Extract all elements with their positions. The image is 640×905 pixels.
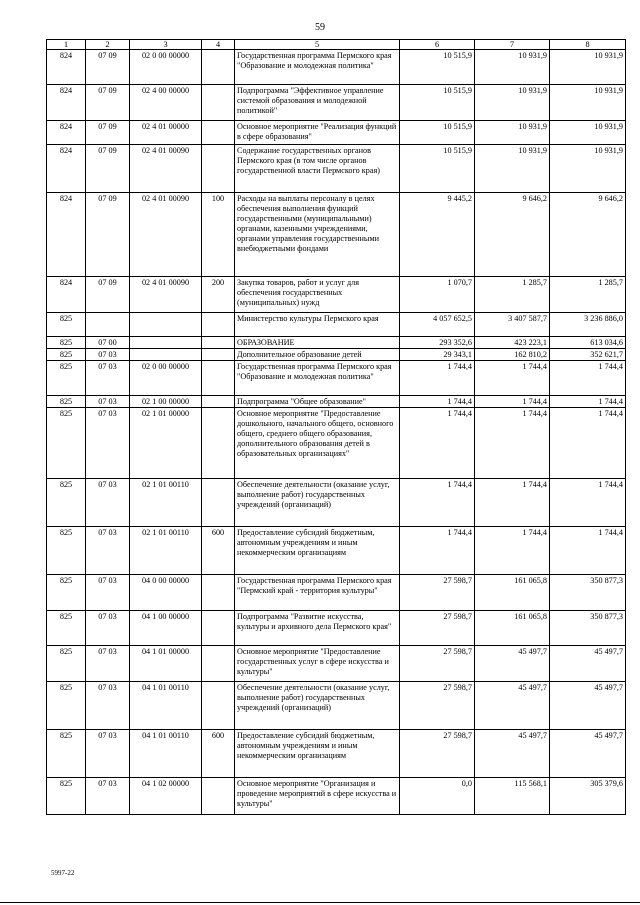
expense-type-cell — [202, 682, 235, 730]
amount-col8-cell: 45 497,7 — [550, 730, 626, 778]
description-cell: Министерство культуры Пермского края — [235, 313, 400, 337]
description-cell: Расходы на выплаты персоналу в целях обеспечения выполнения функций государственными (муниципальными) органами, казенными учреждениями, органами управления государственными внебюджетными фондами — [235, 193, 400, 277]
expense-type-cell — [202, 646, 235, 682]
ministry-code-cell: 825 — [47, 730, 86, 778]
expense-type-cell: 200 — [202, 277, 235, 313]
amount-col8-cell: 1 744,4 — [550, 408, 626, 479]
expense-type-cell: 600 — [202, 527, 235, 575]
amount-col8-cell: 10 931,9 — [550, 85, 626, 121]
amount-col8-cell: 3 236 886,0 — [550, 313, 626, 337]
section-code-cell: 07 03 — [86, 396, 130, 408]
description-cell: Подпрограмма "Эффективное управление системой образования и молодежной политикой" — [235, 85, 400, 121]
target-article-cell: 04 0 00 00000 — [130, 575, 202, 611]
target-article-cell: 02 1 01 00110 — [130, 479, 202, 527]
section-code-cell: 07 09 — [86, 193, 130, 277]
section-code-cell: 07 03 — [86, 349, 130, 361]
column-header: 3 — [130, 40, 202, 50]
amount-col7-cell: 1 744,4 — [475, 396, 550, 408]
table-row — [47, 396, 626, 408]
expense-type-cell — [202, 145, 235, 193]
target-article-cell: 04 1 01 00000 — [130, 646, 202, 682]
amount-col6-cell: 1 744,4 — [400, 479, 475, 527]
amount-col7-cell: 10 931,9 — [475, 85, 550, 121]
amount-col6-cell: 27 598,7 — [400, 575, 475, 611]
amount-col7-cell: 10 931,9 — [475, 121, 550, 145]
description-cell: Предоставление субсидий бюджетным, автономным учреждениям и иным некоммерческим организациям — [235, 730, 400, 778]
ministry-code-cell: 825 — [47, 682, 86, 730]
target-article-cell: 02 4 01 00090 — [130, 277, 202, 313]
section-code-cell: 07 03 — [86, 646, 130, 682]
description-cell: Основное мероприятие "Реализация функций в сфере образования" — [235, 121, 400, 145]
table-row — [47, 408, 626, 479]
target-article-cell: 02 4 01 00090 — [130, 145, 202, 193]
amount-col6-cell: 9 445,2 — [400, 193, 475, 277]
amount-col7-cell: 10 931,9 — [475, 50, 550, 85]
section-code-cell: 07 03 — [86, 611, 130, 646]
table-row — [47, 575, 626, 611]
expense-type-cell — [202, 337, 235, 349]
amount-col7-cell: 45 497,7 — [475, 646, 550, 682]
table-row — [47, 646, 626, 682]
amount-col6-cell: 27 598,7 — [400, 730, 475, 778]
expense-type-cell — [202, 396, 235, 408]
target-article-cell: 02 4 01 00000 — [130, 121, 202, 145]
amount-col8-cell: 1 744,4 — [550, 361, 626, 396]
target-article-cell: 02 4 00 00000 — [130, 85, 202, 121]
footer-code: 5997-22 — [51, 869, 75, 877]
amount-col7-cell: 1 744,4 — [475, 479, 550, 527]
column-header: 8 — [550, 40, 626, 50]
amount-col8-cell: 350 877,3 — [550, 575, 626, 611]
amount-col8-cell: 352 621,7 — [550, 349, 626, 361]
target-article-cell: 04 1 00 00000 — [130, 611, 202, 646]
amount-col6-cell: 10 515,9 — [400, 121, 475, 145]
amount-col7-cell: 10 931,9 — [475, 145, 550, 193]
section-code-cell — [86, 313, 130, 337]
amount-col7-cell: 1 744,4 — [475, 527, 550, 575]
description-cell: Государственная программа Пермского края "Пермский край - территория культуры" — [235, 575, 400, 611]
section-code-cell: 07 03 — [86, 575, 130, 611]
amount-col8-cell: 10 931,9 — [550, 145, 626, 193]
expense-type-cell — [202, 85, 235, 121]
ministry-code-cell: 825 — [47, 527, 86, 575]
amount-col8-cell: 10 931,9 — [550, 50, 626, 85]
ministry-code-cell: 825 — [47, 778, 86, 815]
ministry-code-cell: 825 — [47, 361, 86, 396]
target-article-cell: 02 4 01 00090 — [130, 193, 202, 277]
description-cell: Закупка товаров, работ и услуг для обеспечения государственных (муниципальных) нужд — [235, 277, 400, 313]
table-row — [47, 145, 626, 193]
description-cell: Дополнительное образование детей — [235, 349, 400, 361]
amount-col7-cell: 45 497,7 — [475, 682, 550, 730]
expense-type-cell: 600 — [202, 730, 235, 778]
expense-type-cell — [202, 121, 235, 145]
amount-col6-cell: 27 598,7 — [400, 646, 475, 682]
description-cell: Основное мероприятие "Организация и проведение мероприятий в сфере искусства и культуры" — [235, 778, 400, 815]
section-code-cell: 07 03 — [86, 527, 130, 575]
table-row — [47, 50, 626, 85]
description-cell: Государственная программа Пермского края "Образование и молодежная политика" — [235, 361, 400, 396]
amount-col8-cell: 1 744,4 — [550, 396, 626, 408]
expense-type-cell — [202, 361, 235, 396]
amount-col7-cell: 1 285,7 — [475, 277, 550, 313]
amount-col8-cell: 350 877,3 — [550, 611, 626, 646]
column-header: 7 — [475, 40, 550, 50]
amount-col8-cell: 45 497,7 — [550, 682, 626, 730]
target-article-cell: 04 1 01 00110 — [130, 730, 202, 778]
expense-type-cell — [202, 575, 235, 611]
target-article-cell: 02 1 01 00110 — [130, 527, 202, 575]
amount-col7-cell: 162 810,2 — [475, 349, 550, 361]
column-header: 1 — [47, 40, 86, 50]
column-header: 2 — [86, 40, 130, 50]
expense-type-cell — [202, 408, 235, 479]
ministry-code-cell: 825 — [47, 396, 86, 408]
ministry-code-cell: 825 — [47, 575, 86, 611]
table-row — [47, 313, 626, 337]
amount-col8-cell: 10 931,9 — [550, 121, 626, 145]
table-row — [47, 85, 626, 121]
description-cell: Основное мероприятие "Предоставление дошкольного, начального общего, основного общего, среднего общего образования, дополнительного образования детей в образовательных организациях" — [235, 408, 400, 479]
amount-col6-cell: 1 744,4 — [400, 396, 475, 408]
table-row — [47, 611, 626, 646]
table-row — [47, 730, 626, 778]
table-body — [47, 50, 626, 815]
section-code-cell: 07 03 — [86, 730, 130, 778]
amount-col8-cell: 1 744,4 — [550, 479, 626, 527]
target-article-cell — [130, 337, 202, 349]
table-row — [47, 277, 626, 313]
section-code-cell: 07 03 — [86, 408, 130, 479]
ministry-code-cell: 825 — [47, 479, 86, 527]
expense-type-cell: 100 — [202, 193, 235, 277]
amount-col6-cell: 0,0 — [400, 778, 475, 815]
description-cell: ОБРАЗОВАНИЕ — [235, 337, 400, 349]
description-cell: Государственная программа Пермского края "Образование и молодежная политика" — [235, 50, 400, 85]
target-article-cell: 04 1 01 00110 — [130, 682, 202, 730]
target-article-cell — [130, 349, 202, 361]
amount-col6-cell: 27 598,7 — [400, 611, 475, 646]
table-row — [47, 337, 626, 349]
amount-col7-cell: 45 497,7 — [475, 730, 550, 778]
expense-type-cell — [202, 778, 235, 815]
column-header: 5 — [235, 40, 400, 50]
ministry-code-cell: 825 — [47, 611, 86, 646]
section-code-cell: 07 09 — [86, 121, 130, 145]
amount-col6-cell: 27 598,7 — [400, 682, 475, 730]
target-article-cell: 02 1 00 00000 — [130, 396, 202, 408]
page-number: 59 — [315, 22, 325, 33]
table-row — [47, 682, 626, 730]
table-row — [47, 349, 626, 361]
table-row — [47, 193, 626, 277]
target-article-cell — [130, 313, 202, 337]
section-code-cell: 07 09 — [86, 145, 130, 193]
target-article-cell: 04 1 02 00000 — [130, 778, 202, 815]
table-row — [47, 361, 626, 396]
amount-col8-cell: 45 497,7 — [550, 646, 626, 682]
section-code-cell: 07 03 — [86, 778, 130, 815]
amount-col8-cell: 613 034,6 — [550, 337, 626, 349]
description-cell: Подпрограмма "Развитие искусства, культуры и архивного дела Пермского края" — [235, 611, 400, 646]
description-cell: Подпрограмма "Общее образование" — [235, 396, 400, 408]
amount-col7-cell: 3 407 587,7 — [475, 313, 550, 337]
target-article-cell: 02 0 00 00000 — [130, 50, 202, 85]
table-row — [47, 479, 626, 527]
section-code-cell: 07 09 — [86, 277, 130, 313]
table-row — [47, 527, 626, 575]
section-code-cell: 07 00 — [86, 337, 130, 349]
amount-col6-cell: 29 343,1 — [400, 349, 475, 361]
description-cell: Основное мероприятие "Предоставление государственных услуг в сфере искусства и культуры" — [235, 646, 400, 682]
target-article-cell: 02 1 01 00000 — [130, 408, 202, 479]
expense-type-cell — [202, 50, 235, 85]
description-cell: Содержание государственных органов Пермского края (в том числе органов государственной власти Пермского края) — [235, 145, 400, 193]
section-code-cell: 07 09 — [86, 85, 130, 121]
amount-col6-cell: 1 744,4 — [400, 361, 475, 396]
amount-col6-cell: 1 744,4 — [400, 408, 475, 479]
description-cell: Обеспечение деятельности (оказание услуг, выполнение работ) государственных учреждений (организаций) — [235, 682, 400, 730]
section-code-cell: 07 09 — [86, 50, 130, 85]
description-cell: Обеспечение деятельности (оказание услуг, выполнение работ) государственных учреждений (организаций) — [235, 479, 400, 527]
description-cell: Предоставление субсидий бюджетным, автономным учреждениям и иным некоммерческим организациям — [235, 527, 400, 575]
ministry-code-cell: 824 — [47, 85, 86, 121]
table-row — [47, 121, 626, 145]
expense-type-cell — [202, 349, 235, 361]
amount-col6-cell: 10 515,9 — [400, 145, 475, 193]
amount-col8-cell: 305 379,6 — [550, 778, 626, 815]
amount-col7-cell: 9 646,2 — [475, 193, 550, 277]
amount-col6-cell: 10 515,9 — [400, 85, 475, 121]
target-article-cell: 02 0 00 00000 — [130, 361, 202, 396]
section-code-cell: 07 03 — [86, 361, 130, 396]
amount-col7-cell: 115 568,1 — [475, 778, 550, 815]
amount-col8-cell: 1 285,7 — [550, 277, 626, 313]
column-header: 6 — [400, 40, 475, 50]
ministry-code-cell: 825 — [47, 646, 86, 682]
ministry-code-cell: 824 — [47, 145, 86, 193]
column-header: 4 — [202, 40, 235, 50]
amount-col6-cell: 1 070,7 — [400, 277, 475, 313]
expense-type-cell — [202, 479, 235, 527]
ministry-code-cell: 824 — [47, 277, 86, 313]
section-code-cell: 07 03 — [86, 682, 130, 730]
amount-col7-cell: 161 065,8 — [475, 611, 550, 646]
ministry-code-cell: 824 — [47, 121, 86, 145]
header-row — [47, 40, 626, 50]
amount-col8-cell: 9 646,2 — [550, 193, 626, 277]
amount-col6-cell: 293 352,6 — [400, 337, 475, 349]
ministry-code-cell: 825 — [47, 349, 86, 361]
amount-col6-cell: 4 057 652,5 — [400, 313, 475, 337]
expense-type-cell — [202, 611, 235, 646]
amount-col7-cell: 1 744,4 — [475, 408, 550, 479]
bottom-divider — [0, 902, 640, 903]
amount-col6-cell: 1 744,4 — [400, 527, 475, 575]
expense-type-cell — [202, 313, 235, 337]
ministry-code-cell: 825 — [47, 337, 86, 349]
ministry-code-cell: 825 — [47, 408, 86, 479]
ministry-code-cell: 824 — [47, 50, 86, 85]
amount-col7-cell: 423 223,1 — [475, 337, 550, 349]
ministry-code-cell: 825 — [47, 313, 86, 337]
table-row — [47, 778, 626, 815]
ministry-code-cell: 824 — [47, 193, 86, 277]
amount-col8-cell: 1 744,4 — [550, 527, 626, 575]
amount-col7-cell: 1 744,4 — [475, 361, 550, 396]
budget-table — [46, 39, 626, 815]
amount-col7-cell: 161 065,8 — [475, 575, 550, 611]
section-code-cell: 07 03 — [86, 479, 130, 527]
amount-col6-cell: 10 515,9 — [400, 50, 475, 85]
